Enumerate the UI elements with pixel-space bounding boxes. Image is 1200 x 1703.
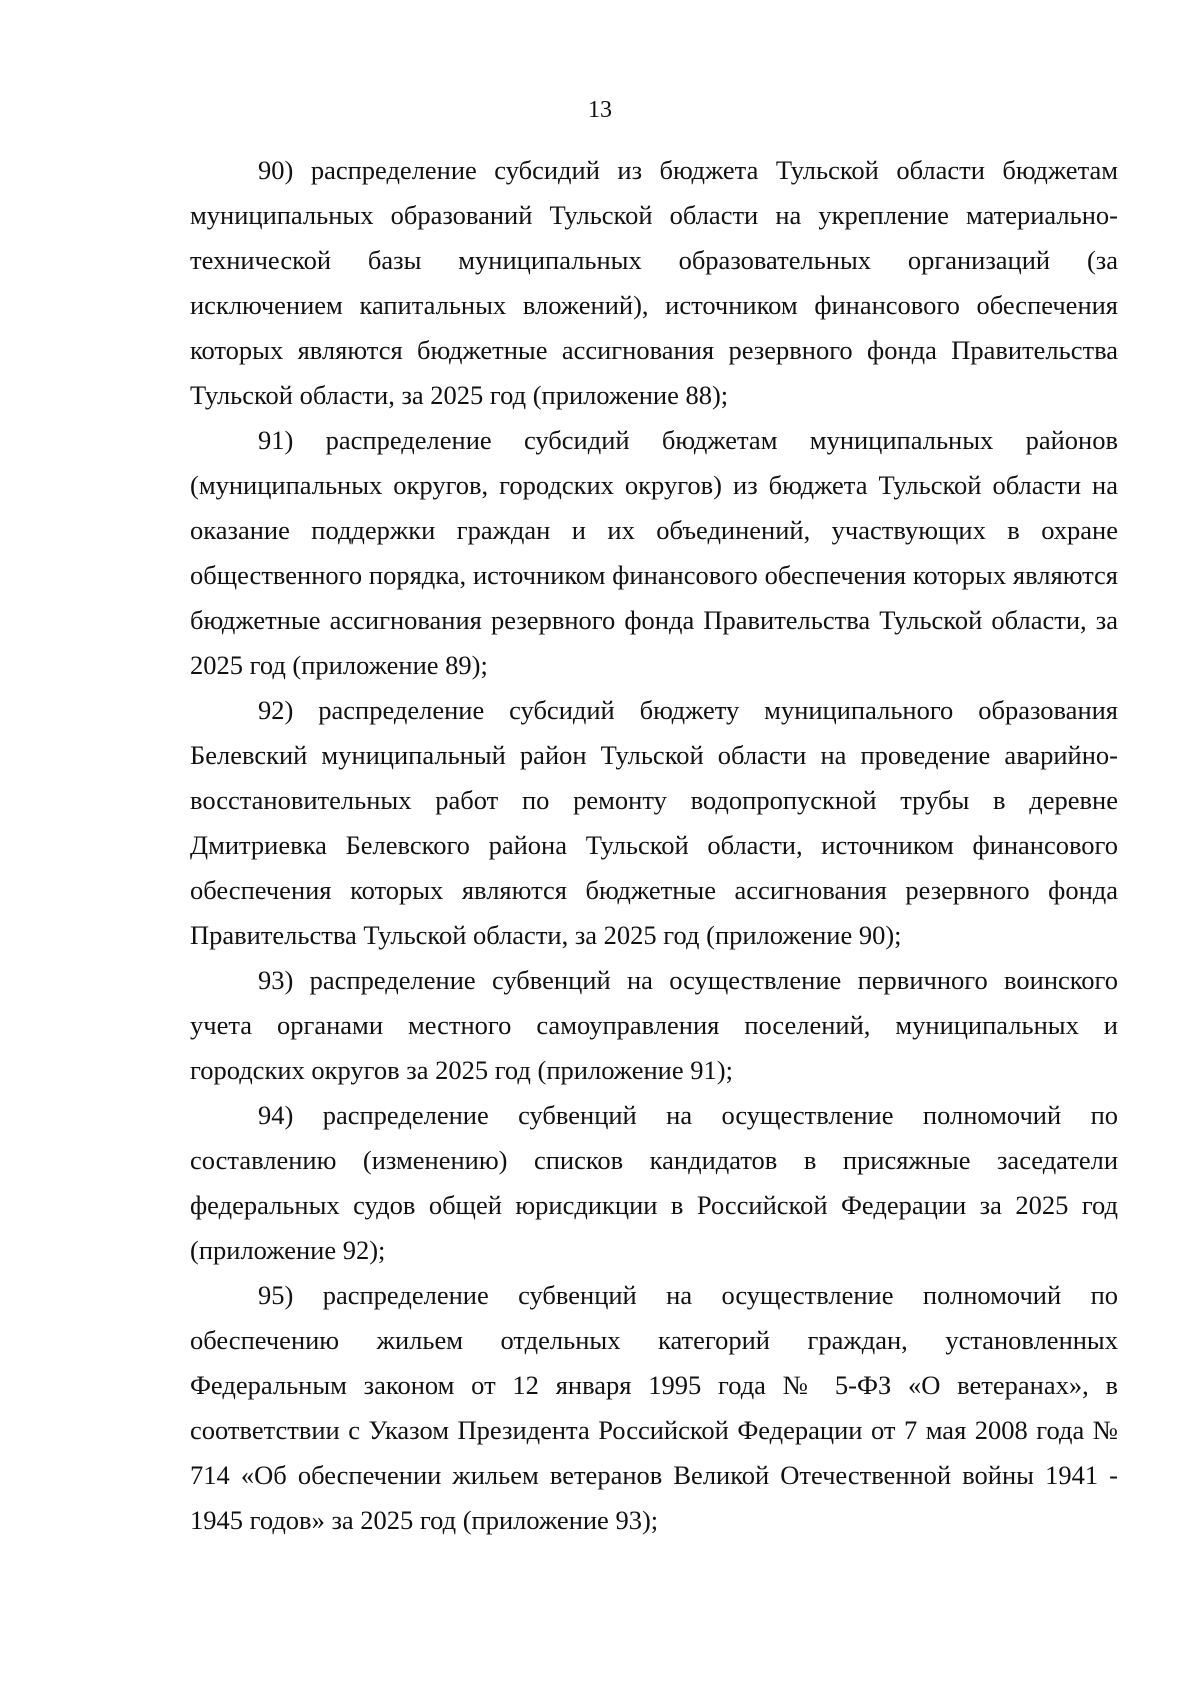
list-item-90: 90) распределение субсидий из бюджета Тульской области бюджетам муниципальных образований Тульской области на укрепление материально-технической базы муниципальных образовательных организаций (за исключением капитальных вложений), источником финансового обеспечения которых являются бюджетные ассигнования резервного фонда Правительства Тульской области, за 2025 год (приложение 88); bbox=[190, 155, 1118, 410]
page-number: 13 bbox=[588, 97, 612, 123]
list-item-91: 91) распределение субсидий бюджетам муниципальных районов (муниципальных округов, городских округов) из бюджета Тульской области на оказание поддержки граждан и их объединений, участвующих в охране общественного порядка, источником финансового обеспечения которых являются бюджетные ассигнования резервного фонда Правительства Тульской области, за 2025 год (приложение 89); bbox=[190, 425, 1118, 680]
document-body bbox=[190, 148, 1118, 1543]
list-item-93: 93) распределение субвенций на осуществление первичного воинского учета органами местного самоуправления поселений, муниципальных и городских округов за 2025 год (приложение 91); bbox=[190, 965, 1118, 1085]
list-item-92: 92) распределение субсидий бюджету муниципального образования Белевский муниципальный район Тульской области на проведение аварийно-восстановительных работ по ремонту водопропускной трубы в деревне Дмитриевка Белевского района Тульской области, источником финансового обеспечения которых являются бюджетные ассигнования резервного фонда Правительства Тульской области, за 2025 год (приложение 90); bbox=[190, 695, 1118, 950]
list-item-95: 95) распределение субвенций на осуществление полномочий по обеспечению жильем отдельных категорий граждан, установленных Федеральным законом от 12 января 1995 года № 5-ФЗ «О ветеранах», в соответствии с Указом Президента Российской Федерации от 7 мая 2008 года № 714 «Об обеспечении жильем ветеранов Великой Отечественной войны 1941 - 1945 годов» за 2025 год (приложение 93); bbox=[190, 1280, 1118, 1535]
list-item-94: 94) распределение субвенций на осуществление полномочий по составлению (изменению) списков кандидатов в присяжные заседатели федеральных судов общей юрисдикции в Российской Федерации за 2025 год (приложение 92); bbox=[190, 1100, 1118, 1265]
